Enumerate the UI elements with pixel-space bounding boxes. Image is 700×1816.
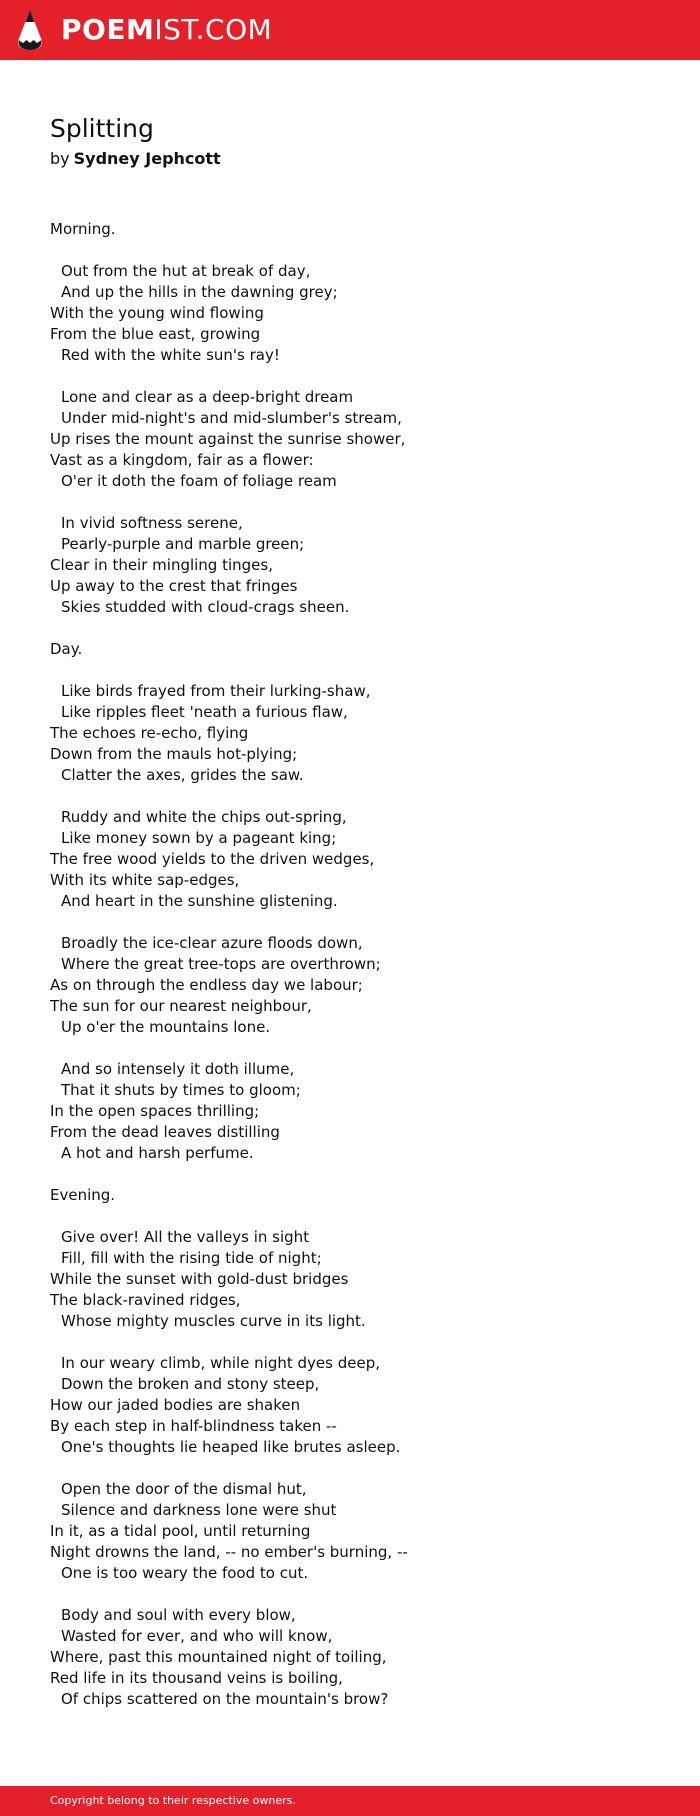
poem-line: Body and soul with every blow,	[61, 1606, 296, 1624]
logo-bold-part: POEM	[61, 13, 155, 46]
poem-line: How our jaded bodies are shaken	[50, 1396, 301, 1414]
poem-line: While the sunset with gold-dust bridges	[50, 1270, 349, 1288]
poem-line: Ruddy and white the chips out-spring,	[61, 808, 347, 826]
poem-line: In our weary climb, while night dyes deep,	[61, 1354, 381, 1372]
poem-line: In vivid softness serene,	[61, 514, 243, 532]
stanza-break	[50, 786, 408, 807]
logo-light-part: IST.COM	[154, 13, 273, 46]
poem-line: From the blue east, growing	[50, 325, 261, 343]
poem-line: And up the hills in the dawning grey;	[61, 283, 338, 301]
by-label: by	[50, 149, 70, 168]
pencil-tip-icon	[16, 9, 44, 51]
poem-line: In it, as a tidal pool, until returning	[50, 1522, 311, 1540]
poem-line: Silence and darkness lone were shut	[61, 1501, 337, 1519]
poem-line: The sun for our nearest neighbour,	[50, 997, 312, 1015]
poem-line: Red life in its thousand veins is boiling,	[50, 1669, 343, 1687]
stanza-break	[50, 1206, 408, 1227]
poem-line: Give over! All the valleys in sight	[61, 1228, 310, 1246]
copyright-text: Copyright belong to their respective owners.	[50, 1794, 296, 1807]
poem-line: With its white sap-edges,	[50, 871, 240, 889]
poem-line: The free wood yields to the driven wedges,	[50, 850, 375, 868]
stanza-break	[50, 1164, 408, 1185]
poem-author: Sydney Jephcott	[73, 149, 221, 168]
poem-line: And heart in the sunshine glistening.	[61, 892, 338, 910]
poem-line: Where the great tree-tops are overthrown;	[61, 955, 381, 973]
poem-line: Morning.	[50, 220, 116, 238]
poem-line: Like money sown by a pageant king;	[61, 829, 337, 847]
site-header	[0, 0, 700, 60]
poem-line: That it shuts by times to gloom;	[61, 1081, 301, 1099]
stanza-break	[50, 1584, 408, 1605]
poem-line: One's thoughts lie heaped like brutes asleep.	[61, 1438, 401, 1456]
poem-line: And so intensely it doth illume,	[61, 1060, 295, 1078]
poem-line: Of chips scattered on the mountain's brow?	[61, 1690, 389, 1708]
stanza-break	[50, 492, 408, 513]
poem-line: From the dead leaves distilling	[50, 1123, 280, 1141]
poem-line: Where, past this mountained night of toiling,	[50, 1648, 387, 1666]
poem-line: Clear in their mingling tinges,	[50, 556, 273, 574]
poem-line: Up rises the mount against the sunrise shower,	[50, 430, 406, 448]
poem-line: Clatter the axes, grides the saw.	[61, 766, 304, 784]
poem-line: Skies studded with cloud-crags sheen.	[61, 598, 350, 616]
poem-line: The echoes re-echo, flying	[50, 724, 249, 742]
poem-line: With the young wind flowing	[50, 304, 264, 322]
stanza-break	[50, 366, 408, 387]
poem-line: A hot and harsh perfume.	[61, 1144, 254, 1162]
site-logo-link[interactable]	[16, 9, 272, 51]
poem-line: By each step in half-blindness taken --	[50, 1417, 337, 1435]
poem-line: Up o'er the mountains lone.	[61, 1018, 271, 1036]
poem-line: One is too weary the food to cut.	[61, 1564, 309, 1582]
poem-line: As on through the endless day we labour;	[50, 976, 363, 994]
poem-line: Down the broken and stony steep,	[61, 1375, 320, 1393]
poem-line: Down from the mauls hot-plying;	[50, 745, 298, 763]
stanza-break	[50, 1038, 408, 1059]
poem-line: Whose mighty muscles curve in its light.	[61, 1312, 366, 1330]
poem-line: Up away to the crest that fringes	[50, 577, 298, 595]
poem-line: Evening.	[50, 1186, 116, 1204]
stanza-break	[50, 1458, 408, 1479]
poem-line: Red with the white sun's ray!	[61, 346, 280, 364]
stanza-break	[50, 1332, 408, 1353]
poem-line: Pearly-purple and marble green;	[61, 535, 305, 553]
poem-line: In the open spaces thrilling;	[50, 1102, 260, 1120]
site-footer	[0, 1786, 700, 1816]
poem-line: Like birds frayed from their lurking-shaw,	[61, 682, 371, 700]
poem-line: Out from the hut at break of day,	[61, 262, 311, 280]
poem-line: Open the door of the dismal hut,	[61, 1480, 307, 1498]
stanza-break	[50, 912, 408, 933]
poem-line: Broadly the ice-clear azure floods down,	[61, 934, 363, 952]
stanza-break	[50, 660, 408, 681]
poem-line: Night drowns the land, -- no ember's burning, --	[50, 1543, 408, 1561]
poem-line: Under mid-night's and mid-slumber's stream,	[61, 409, 402, 427]
poem-line: Vast as a kingdom, fair as a flower:	[50, 451, 314, 469]
poem-line: O'er it doth the foam of foliage ream	[61, 472, 337, 490]
poem-line: Lone and clear as a deep-bright dream	[61, 388, 354, 406]
poem-line: Fill, fill with the rising tide of night;	[61, 1249, 322, 1267]
poem-line: Day.	[50, 640, 83, 658]
stanza-break	[50, 618, 408, 639]
poem-body	[50, 219, 408, 1710]
poem-title: Splitting	[50, 114, 154, 143]
poem-line: Like ripples fleet 'neath a furious flaw,	[61, 703, 348, 721]
poem-line: Wasted for ever, and who will know,	[61, 1627, 333, 1645]
poem-line: The black-ravined ridges,	[50, 1291, 241, 1309]
site-logo-text	[61, 9, 272, 51]
poem-byline	[50, 148, 221, 170]
stanza-break	[50, 240, 408, 261]
